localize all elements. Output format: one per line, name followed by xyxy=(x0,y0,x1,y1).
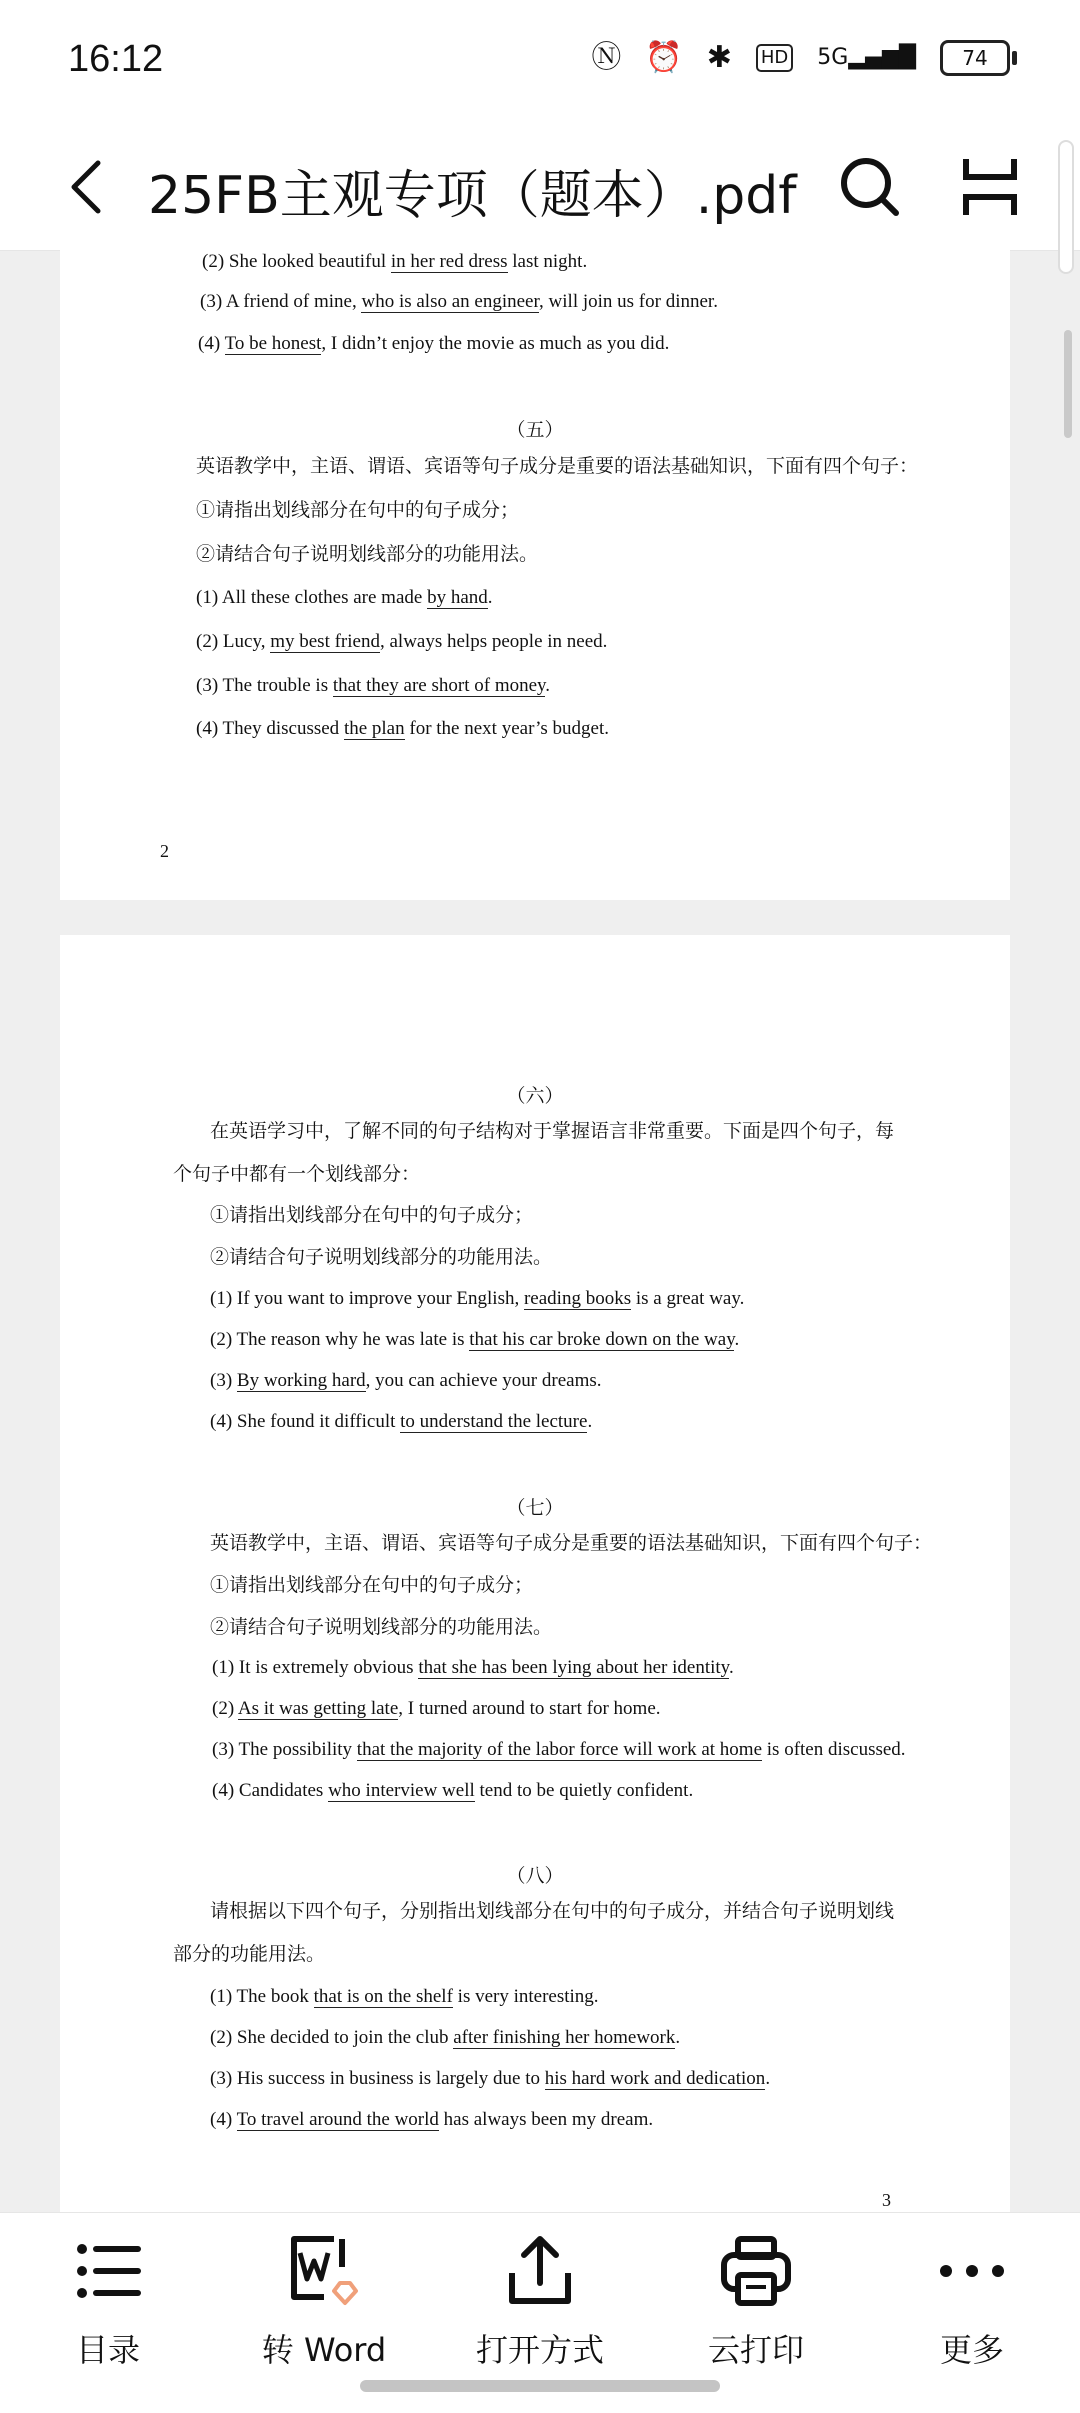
toolbar-label: 目录 xyxy=(75,2331,140,2369)
sentence-text: (1) All these clothes are made xyxy=(196,587,428,608)
sentence-text: (2) The reason why he was late is xyxy=(210,1329,470,1350)
hd-icon: HD xyxy=(756,44,793,72)
underlined-part: that she has been lying about her identity xyxy=(418,1657,729,1678)
underlined-part: who is also an engineer xyxy=(361,291,540,312)
toc-button[interactable] xyxy=(0,2213,216,2373)
battery-icon xyxy=(940,40,1010,76)
sentence-text: . xyxy=(545,675,551,696)
sentence-text: . xyxy=(734,1329,740,1350)
bluetooth-icon: ✱ xyxy=(706,40,732,75)
task-line: ②请结合句子说明划线部分的功能用法。 xyxy=(196,543,539,565)
sentence-text: (2) She looked beautiful xyxy=(202,251,391,272)
sentence-line xyxy=(212,1656,734,1680)
underlined-part: who interview well xyxy=(328,1780,475,1801)
task-line: ②请结合句子说明划线部分的功能用法。 xyxy=(210,1616,553,1638)
sentence-line xyxy=(212,1697,661,1721)
sentence-text: last night. xyxy=(507,251,588,272)
sentence-text: (3) A friend of mine, xyxy=(200,291,362,312)
sentence-text: (3) His success in business is largely due to xyxy=(210,2068,545,2089)
sentence-text: (4) xyxy=(210,2109,237,2130)
sentence-text: . xyxy=(728,1657,734,1678)
sentence-text: (4) They discussed xyxy=(196,718,344,739)
sentence-line xyxy=(196,586,493,610)
sentence-text: is a great way. xyxy=(631,1288,745,1309)
sentence-text: (3) xyxy=(210,1370,237,1391)
page-number: 3 xyxy=(882,2190,891,2210)
clock: 16:12 xyxy=(68,38,164,80)
sentence-line xyxy=(212,1738,906,1762)
toolbar-label: 转 Word xyxy=(261,2331,387,2369)
underlined-part: To travel around the world xyxy=(236,2109,439,2130)
sentence-text: (4) xyxy=(198,333,225,354)
underlined-part: by hand xyxy=(427,587,488,608)
task-line: ①请指出划线部分在句中的句子成分； xyxy=(196,499,520,521)
battery-level: 74 xyxy=(962,46,988,70)
sentence-text: (1) The book xyxy=(210,1986,314,2007)
sentence-text: is often discussed. xyxy=(762,1739,906,1760)
alarm-icon: ⏰ xyxy=(645,40,683,75)
section-heading: （八） xyxy=(506,1865,564,1887)
sentence-text: , I didn’t enjoy the movie as much as you did. xyxy=(321,333,670,354)
underlined-part: that his car broke down on the way xyxy=(469,1329,735,1350)
sentence-text: (3) The trouble is xyxy=(196,675,333,696)
sentence-line xyxy=(196,717,609,741)
section-intro: 英语教学中，主语、谓语、宾语等句子成分是重要的语法基础知识，下面有四个句子： xyxy=(196,455,919,477)
sentence-text: (4) Candidates xyxy=(212,1780,329,1801)
sentence-line xyxy=(210,1287,744,1311)
page-number: 2 xyxy=(160,841,169,861)
underlined-part: in her red dress xyxy=(390,251,508,272)
open-with-button[interactable] xyxy=(432,2213,648,2373)
sentence-line xyxy=(202,250,587,274)
sentence-line xyxy=(196,674,550,698)
search-icon xyxy=(838,155,902,219)
sentence-line xyxy=(200,290,718,314)
sentence-line xyxy=(210,2067,770,2091)
toolbar-label: 更多 xyxy=(939,2331,1004,2369)
section-intro: 在英语学习中，了解不同的句子结构对于掌握语言非常重要。下面是四个句子，每 xyxy=(210,1120,895,1142)
underlined-part: that the majority of the labor force will work at home xyxy=(356,1739,763,1760)
sentence-line xyxy=(212,1779,693,1803)
sentence-text: (2) Lucy, xyxy=(196,631,271,652)
title-bar xyxy=(0,125,1080,251)
section-intro: 部分的功能用法。 xyxy=(173,1943,326,1965)
sentence-text: (1) It is extremely obvious xyxy=(212,1657,419,1678)
section-intro: 个句子中都有一个划线部分： xyxy=(173,1163,421,1185)
search-button[interactable] xyxy=(838,155,902,219)
sentence-line xyxy=(210,1328,739,1352)
sentence-text: , I turned around to start for home. xyxy=(398,1698,661,1719)
sentence-text: . xyxy=(765,2068,771,2089)
section-intro: 请根据以下四个句子，分别指出划线部分在句中的句子成分，并结合句子说明划线 xyxy=(210,1900,895,1922)
sentence-text: (1) If you want to improve your English, xyxy=(210,1288,524,1309)
task-line: ①请指出划线部分在句中的句子成分； xyxy=(210,1204,534,1226)
underlined-part: the plan xyxy=(343,718,405,739)
sentence-text: (2) She decided to join the club xyxy=(210,2027,454,2048)
nfc-icon: Ⓝ xyxy=(591,40,622,75)
sentence-text: , always helps people in need. xyxy=(379,631,608,652)
underlined-part: to understand the lecture xyxy=(400,1411,588,1432)
task-line: ①请指出划线部分在句中的句子成分； xyxy=(210,1574,534,1596)
sentence-line xyxy=(198,332,669,356)
sentence-line xyxy=(210,1410,592,1434)
sentence-text: , you can achieve your dreams. xyxy=(365,1370,602,1391)
section-heading: （七） xyxy=(506,1497,564,1519)
pdf-page-3 xyxy=(60,935,1010,2212)
scrollbar-thumb[interactable] xyxy=(1064,330,1072,438)
section-intro: 英语教学中，主语、谓语、宾语等句子成分是重要的语法基础知识，下面有四个句子： xyxy=(210,1532,933,1554)
sentence-text: . xyxy=(587,1411,593,1432)
toolbar-label: 打开方式 xyxy=(475,2331,604,2369)
sentence-text: is very interesting. xyxy=(452,1986,599,2007)
exit-fullscreen-button[interactable] xyxy=(958,155,1022,219)
section-heading: （六） xyxy=(506,1085,564,1107)
sentence-text: (3) The possibility xyxy=(212,1739,357,1760)
status-icons xyxy=(591,38,1010,78)
pdf-page-2 xyxy=(60,250,1010,900)
task-line: ②请结合句子说明划线部分的功能用法。 xyxy=(210,1246,553,1268)
sentence-line xyxy=(210,1369,602,1393)
more-icon xyxy=(932,2231,1012,2311)
sentence-text: for the next year’s budget. xyxy=(404,718,609,739)
underlined-part: By working hard xyxy=(236,1370,366,1391)
back-button[interactable] xyxy=(60,157,120,217)
exit-fullscreen-icon xyxy=(958,155,1022,219)
underlined-part: that is on the shelf xyxy=(313,1986,453,2007)
sentence-text: . xyxy=(675,2027,681,2048)
cloud-print-button[interactable] xyxy=(648,2213,864,2373)
underlined-part: reading books xyxy=(523,1288,632,1309)
underlined-part: To be honest xyxy=(224,333,322,354)
underlined-part: As it was getting late xyxy=(237,1698,399,1719)
print-icon xyxy=(716,2231,796,2311)
convert-word-icon xyxy=(284,2231,364,2311)
sentence-line xyxy=(210,2108,653,2132)
convert-word-button[interactable] xyxy=(216,2213,432,2373)
sentence-text: . xyxy=(487,587,493,608)
underlined-part: that they are short of money xyxy=(332,675,546,696)
sentence-text: has always been my dream. xyxy=(438,2109,654,2130)
sentence-text: , will join us for dinner. xyxy=(539,291,718,312)
underlined-part: my best friend xyxy=(270,631,380,652)
underlined-part: his hard work and dedication xyxy=(544,2068,766,2089)
sentence-line xyxy=(210,1985,599,2009)
status-bar xyxy=(0,0,1080,125)
scrollbar-track[interactable] xyxy=(1058,140,1074,274)
document-title: 25FB主观专项（题本）.pdf xyxy=(148,166,797,226)
network-type: 5G xyxy=(817,45,849,70)
sentence-line xyxy=(196,630,607,654)
sentence-text: tend to be quietly confident. xyxy=(474,1780,694,1801)
toolbar-label: 云打印 xyxy=(707,2331,804,2369)
underlined-part: after finishing her homework xyxy=(453,2027,676,2048)
more-button[interactable] xyxy=(864,2213,1080,2373)
gesture-bar[interactable] xyxy=(360,2380,720,2392)
signal-icon: 5G▂▄▆█ xyxy=(817,45,916,70)
list-icon xyxy=(68,2231,148,2311)
sentence-line xyxy=(210,2026,680,2050)
section-heading: （五） xyxy=(506,419,564,441)
sentence-text: (2) xyxy=(212,1698,238,1719)
back-arrow-icon xyxy=(60,157,120,217)
sentence-text: (4) She found it difficult xyxy=(210,1411,401,1432)
share-icon xyxy=(500,2231,580,2311)
